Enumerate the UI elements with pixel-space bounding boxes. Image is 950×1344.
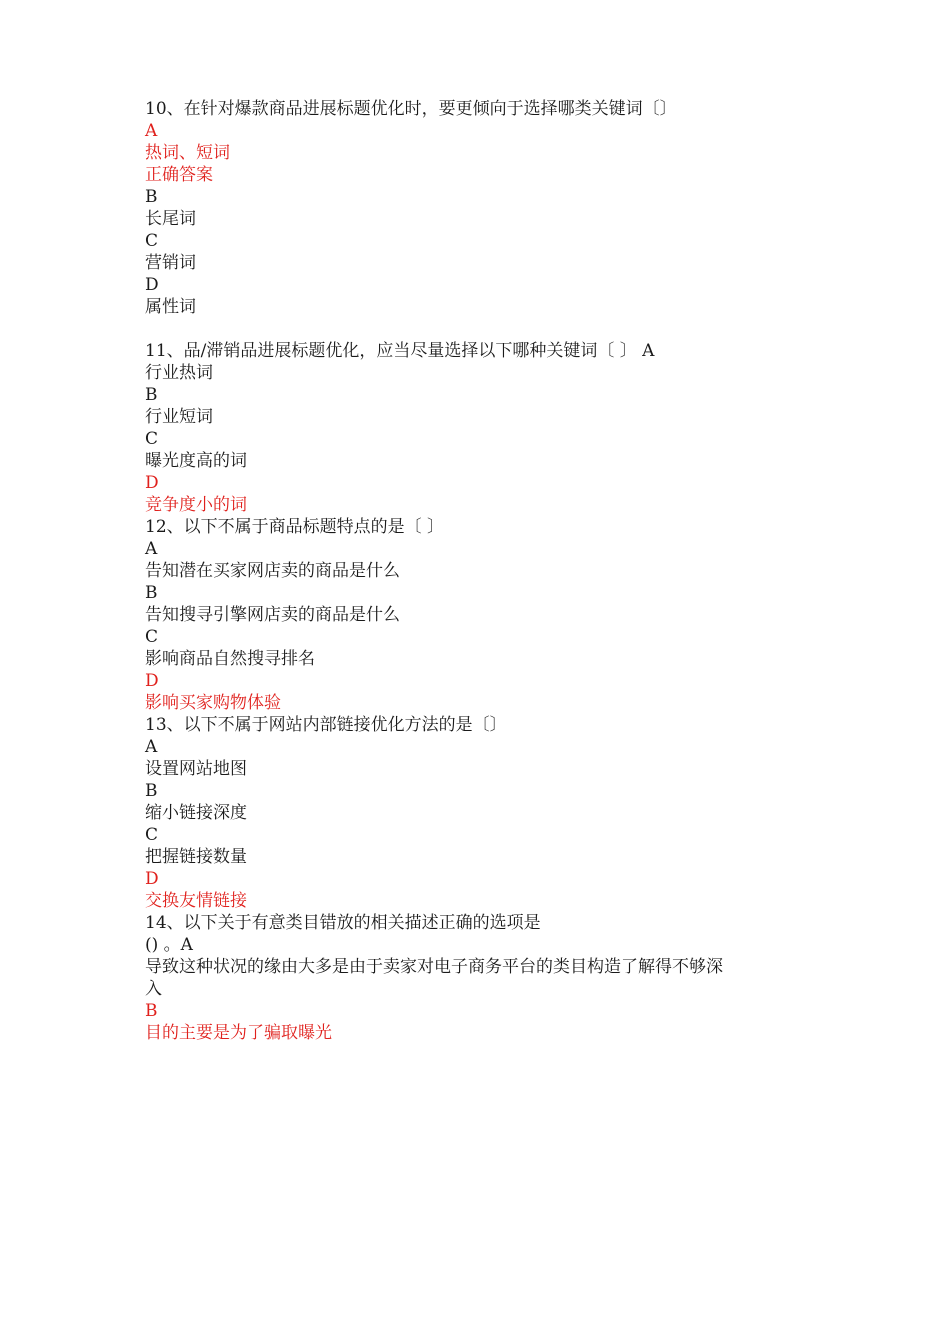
q12-option-d-text: 影响买家购物体验 <box>145 693 281 713</box>
spacer <box>145 318 845 340</box>
question-10-text: 10、在针对爆款商品进展标题优化时，要更倾向于选择哪类关键词〔〕 <box>145 99 677 119</box>
q13-option-a-letter: A <box>145 737 158 757</box>
question-12-text: 12、以下不属于商品标题特点的是〔 〕 <box>145 517 445 537</box>
question-14-continuation: () 。A <box>145 935 193 955</box>
q11-option-c-letter: C <box>145 429 159 449</box>
q11-option-d-text: 竞争度小的词 <box>145 495 247 515</box>
q12-option-a-text: 告知潜在买家网店卖的商品是什么 <box>145 561 400 581</box>
q10-option-d-letter: D <box>145 275 159 295</box>
q13-option-b-text: 缩小链接深度 <box>145 803 247 823</box>
q13-option-d-text: 交换友情链接 <box>145 891 247 911</box>
q14-option-b-letter: B <box>145 1001 158 1021</box>
q13-option-b-letter: B <box>145 781 158 801</box>
q12-option-c-text: 影响商品自然搜寻排名 <box>145 649 315 669</box>
q10-correct-answer-note: 正确答案 <box>145 165 213 185</box>
q10-option-c-letter: C <box>145 231 159 251</box>
q10-option-b-text: 长尾词 <box>145 209 196 229</box>
q11-option-a-text: 行业热词 <box>145 363 213 383</box>
q11-option-b-letter: B <box>145 385 158 405</box>
q13-option-a-text: 设置网站地图 <box>145 759 247 779</box>
q14-option-a-text-line2: 入 <box>145 979 162 999</box>
q14-option-b-text: 目的主要是为了骗取曝光 <box>145 1023 332 1043</box>
q13-option-c-letter: C <box>145 825 159 845</box>
question-11-text: 11、品/滞销品进展标题优化，应当尽量选择以下哪种关键词〔 〕 A <box>145 341 655 361</box>
q10-option-a-letter: A <box>145 121 158 141</box>
question-14-text: 14、以下关于有意类目错放的相关描述正确的选项是 <box>145 913 541 933</box>
question-13-text: 13、以下不属于网站内部链接优化方法的是〔〕 <box>145 715 507 735</box>
q14-option-a-text-line1: 导致这种状况的缘由大多是由于卖家对电子商务平台的类目构造了解得不够深 <box>145 957 723 977</box>
q11-option-b-text: 行业短词 <box>145 407 213 427</box>
q13-option-c-text: 把握链接数量 <box>145 847 247 867</box>
q10-option-a-text: 热词、短词 <box>145 143 230 163</box>
q10-option-c-text: 营销词 <box>145 253 196 273</box>
document-page <box>145 98 845 1044</box>
q11-option-d-letter: D <box>145 473 159 493</box>
q10-option-b-letter: B <box>145 187 158 207</box>
q12-option-c-letter: C <box>145 627 159 647</box>
q12-option-d-letter: D <box>145 671 159 691</box>
q11-option-c-text: 曝光度高的词 <box>145 451 247 471</box>
q12-option-b-letter: B <box>145 583 158 603</box>
q10-option-d-text: 属性词 <box>145 297 196 317</box>
q13-option-d-letter: D <box>145 869 159 889</box>
q12-option-b-text: 告知搜寻引擎网店卖的商品是什么 <box>145 605 400 625</box>
q12-option-a-letter: A <box>145 539 158 559</box>
